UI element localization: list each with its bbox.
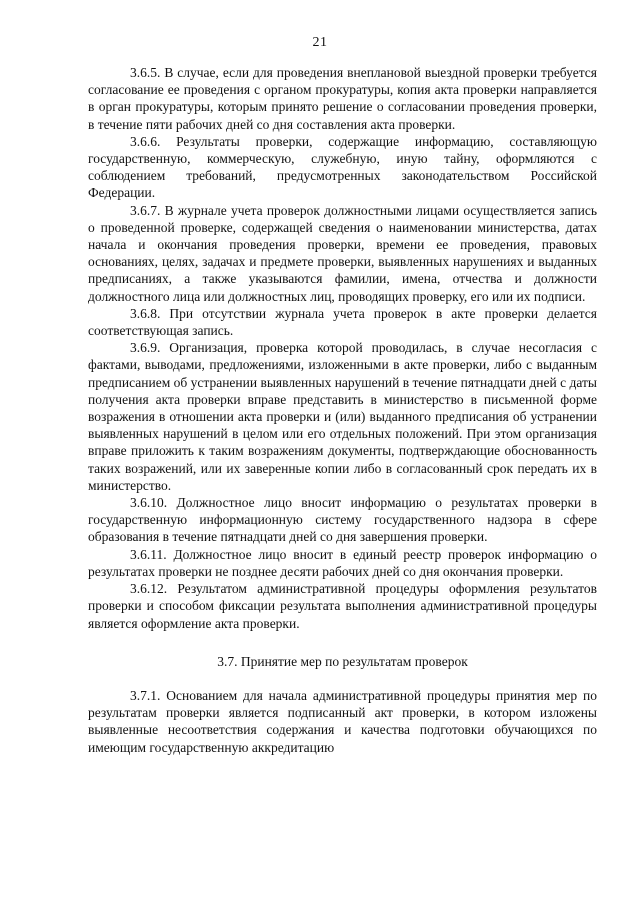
section-heading-3-7: 3.7. Принятие мер по результатам проверок <box>217 653 468 669</box>
paragraph-3-6-11: 3.6.11. Должностное лицо вносит в единый реестр проверок информацию о результатах проверки не позднее десяти рабочих дней со дня окончания проверки. <box>88 546 597 579</box>
paragraph-3-6-5: 3.6.5. В случае, если для проведения внеплановой выездной проверки требуется согласование ее проведения с органом прокуратуры, копия акта проверки направляется в орган прокуратуры, которым принято решение о согласовании проведения проверки, в течение пяти рабочих дней со дня составления акта проверки. <box>88 65 597 132</box>
paragraph-3-6-9: 3.6.9. Организация, проверка которой проводилась, в случае несогласия с фактами, выводами, предложениями, изложенными в акте проверки, либо с выданным предписанием об устранении выявленных нарушений в течение пятнадцати дней с даты получения акта проверки вправе представить в министерство в письменной форме возражения в отношении акта проверки и (или) выданного предписания об устранении выявленных нарушений в целом или его отдельных положений. При этом организация вправе приложить к таким возражениям документы, подтверждающие обоснованность таких возражений, или их заверенные копии либо в согласованный срок передать их в министерство. <box>88 340 597 493</box>
document-body <box>88 64 597 756</box>
paragraph-3-7-1: 3.7.1. Основанием для начала административной процедуры принятия мер по результатам проверки является подписанный акт проверки, в котором изложены выявленные несоответствия содержания и качества подготовки обучающихся по имеющим государственную аккредитацию <box>88 687 597 755</box>
page-number: 21 <box>312 35 328 50</box>
paragraph-3-6-12: 3.6.12. Результатом административной процедуры оформления результатов проверки и способом фиксации результата выполнения административной процедуры является оформление акта проверки. <box>88 581 597 631</box>
paragraph-3-6-8: 3.6.8. При отсутствии журнала учета проверок в акте проверки делается соответствующая запись. <box>88 305 597 339</box>
paragraph-3-6-10: 3.6.10. Должностное лицо вносит информацию о результатах проверки в государственную информационную систему государственного надзора в сфере образования в течение пятнадцати дней со дня завершения проверки. <box>88 495 597 545</box>
paragraph-3-6-6: 3.6.6. Результаты проверки, содержащие информацию, составляющую государственную, коммерческую, служебную, иную тайну, оформляются с соблюдением требований, предусмотренных законодательством Российской Федерации. <box>88 133 597 201</box>
paragraph-3-6-7: 3.6.7. В журнале учета проверок должностными лицами осуществляется запись о проведенной проверке, содержащей сведения о наименовании министерства, датах начала и окончания проведения проверки, времени ее проведения, правовых основаниях, целях, задачах и предмете проверки, выявленных нарушениях и выданных предписаниях, а также указываются фамилии, имена, отчества и должности должностного лица или должностных лиц, проводящих проверку, его или их подписи. <box>88 202 597 304</box>
